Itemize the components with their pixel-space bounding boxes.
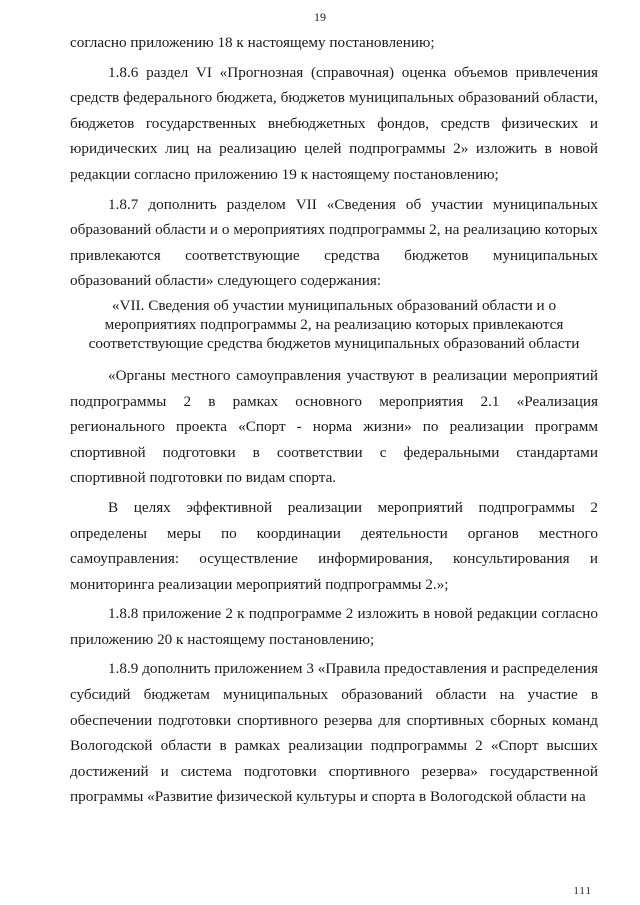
paragraph-1-8-6: 1.8.6 раздел VI «Прогнозная (справочная) оценка объемов привлечения средств федерального бюджета, бюджетов муниципальных образований области, бюджетов государственных внебюджетных фондов, средств физических и юридических лиц на реализацию целей подпрограммы 2» изложить в новой редакции согласно приложению 19 к настоящему постановлению; xyxy=(70,63,598,183)
paragraph-1-8-7: 1.8.7 дополнить разделом VII «Сведения об участии муниципальных образований области и о мероприятиях подпрограммы 2, на реализацию которых привлекаются соответствующие средства бюджетов муниципальных образований области» следующего содержания: xyxy=(70,195,598,290)
paragraph-1-8-9: 1.8.9 дополнить приложением 3 «Правила предоставления и распределения субсидий бюджетам муниципальных образований области на участие в обеспечении подготовки спортивного резерва для спортивных сборных команд Вологодской области в рамках реализации подпрограммы 2 «Спорт высших достижений и система подготовки спортивного резерва» государственной программы «Развитие физической культуры и спорта в Вологодской области на xyxy=(70,660,598,806)
document-body xyxy=(70,30,598,810)
paragraph-1-8-8: 1.8.8 приложение 2 к подпрограмме 2 изложить в новой редакции согласно приложению 20 к настоящему постановлению; xyxy=(70,605,598,648)
paragraph-continuation: согласно приложению 18 к настоящему постановлению; xyxy=(70,34,435,51)
page-number: 19 xyxy=(314,10,326,24)
paragraph-coordination-measures: В целях эффективной реализации мероприятий подпрограммы 2 определены меры по координации деятельности органов местного самоуправления: осуществление информирования, консультирования и мониторинга реализации мероприятий подпрограммы 2.»; xyxy=(70,498,598,593)
section-heading-vii: «VII. Сведения об участии муниципальных образований области и о мероприятиях подпрограммы 2, на реализацию которых привлекаются соответствующие средства бюджетов муниципальных образований области xyxy=(88,296,580,352)
paragraph-local-authorities: «Органы местного самоуправления участвуют в реализации мероприятий подпрограммы 2 в рамках основного мероприятия 2.1 «Реализация регионального проекта «Спорт - норма жизни» по реализации программ спортивной подготовки в соответствии с федеральными стандартами спортивной подготовки по видам спорта. xyxy=(70,366,598,487)
footer-mark: 111 xyxy=(573,885,592,897)
